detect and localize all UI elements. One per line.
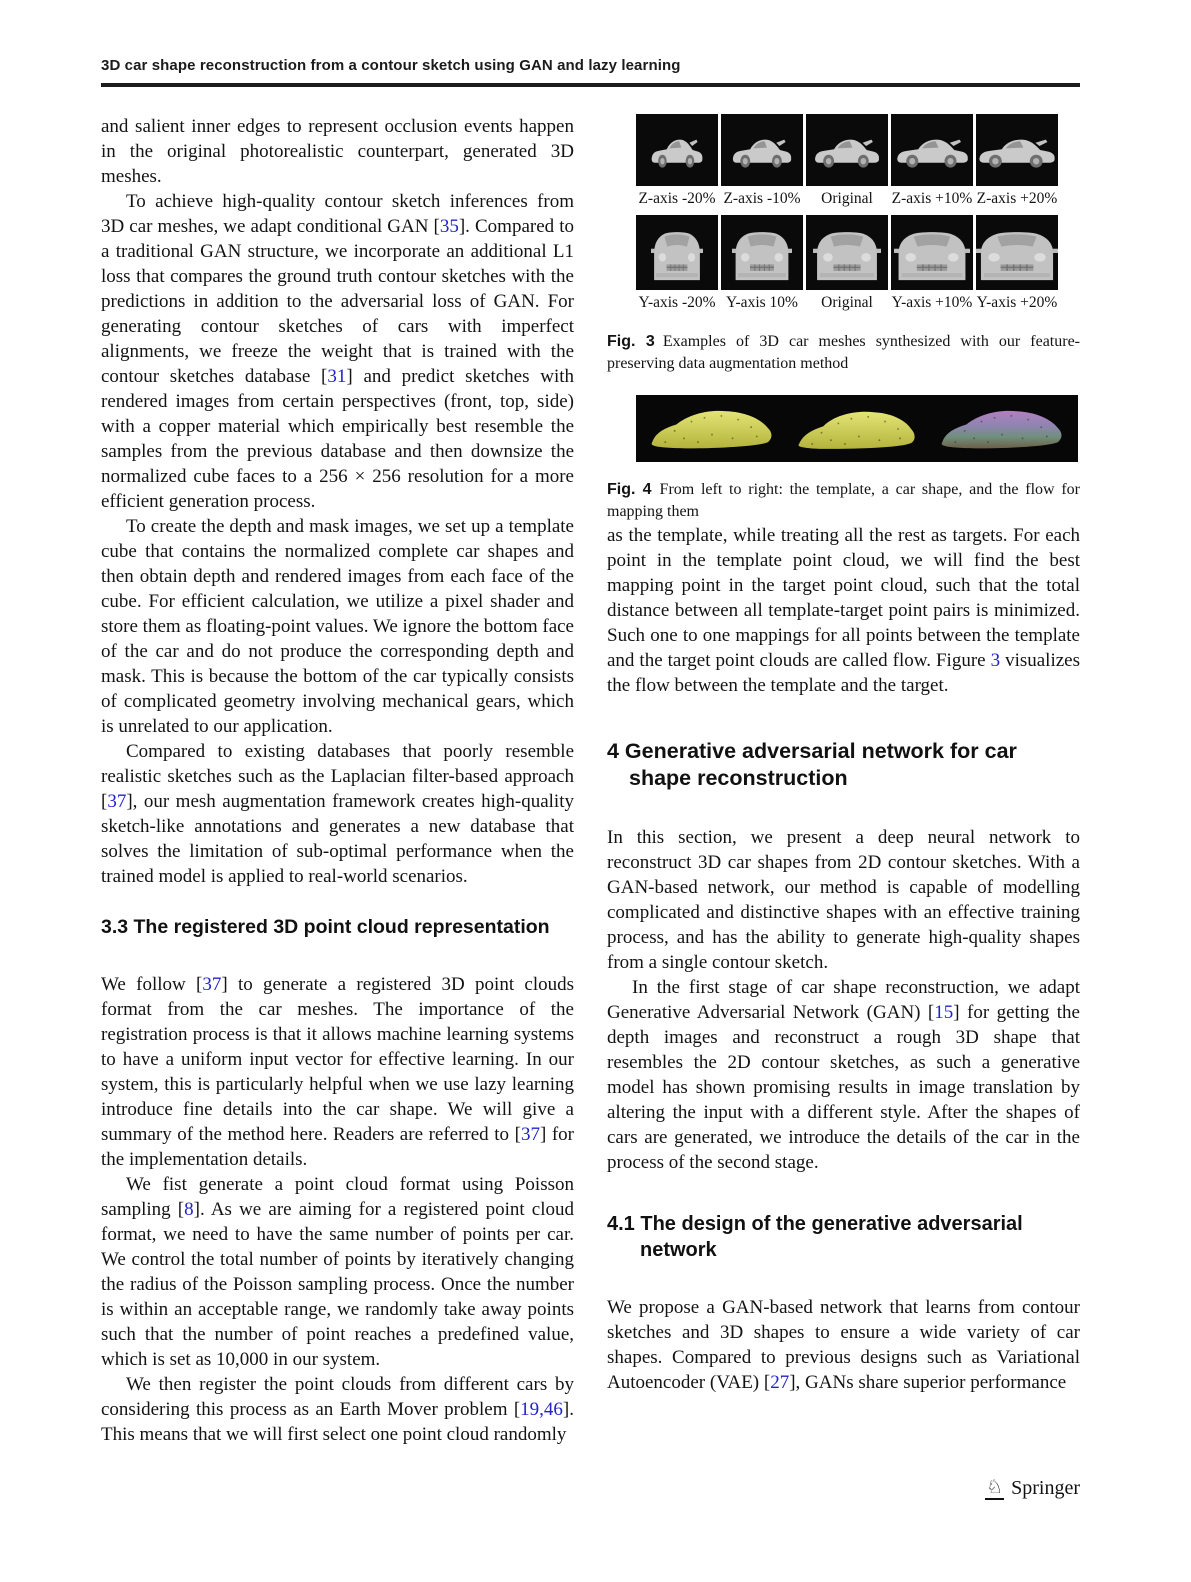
text-segment: We fist generate a point cloud format using Poisson sampling [	[101, 1174, 574, 1220]
car-side-view-image	[895, 130, 970, 170]
image-label: Y-axis 10%	[726, 294, 798, 311]
figure-3-caption-tag: Fig. 3	[607, 333, 655, 350]
image-label: Z-axis +20%	[976, 190, 1058, 207]
car-mesh-image	[721, 215, 803, 290]
text-segment: To create the depth and mask images, we set up a template cube that contains the normalized complete car shapes and then obtain depth and rendered images from each face of the cube. For efficient calculation, we utilize a pixel shader and store them as floating-point values. We ignore the bottom face of the car and do not produce the corresponding depth and mask. This is because the bottom of the car typically consists of complicated geometry involving mechanical gears, which is unrelated to our application.	[101, 516, 574, 737]
paragraph	[101, 1172, 574, 1372]
car-side-view-image	[977, 130, 1057, 170]
section-heading-4-1: 4.1 The design of the generative adversarial network	[607, 1213, 1023, 1261]
car-front-view-image	[732, 223, 792, 283]
text-segment: ]. Compared to a traditional GAN structure, we incorporate an additional L1 loss that compares the ground truth contour sketches with the predictions in addition to the adversarial loss of GAN. For generating contour sketches of cars with imperfect alignments, we freeze the weight that is trained with the contour sketches database [	[101, 216, 574, 387]
figure-3-caption	[607, 331, 1080, 375]
figure-ref[interactable]: 3	[990, 650, 1001, 671]
image-label: Original	[821, 294, 873, 311]
car-mesh-image	[976, 114, 1058, 186]
left-column	[101, 114, 574, 1447]
image-label: Original	[821, 190, 873, 207]
right-column	[607, 114, 1080, 1447]
image-label: Y-axis +10%	[891, 294, 973, 311]
text-segment: Compared to existing databases that poorly resemble realistic sketches such as the Laplacian filter-based approach [	[101, 741, 574, 812]
car-front-view-image	[813, 223, 881, 283]
paragraph	[607, 1295, 1080, 1395]
citation-ref[interactable]: 19,46	[520, 1399, 563, 1420]
figure-3-row-z-axis	[636, 114, 1058, 186]
springer-knight-icon: ♘	[986, 1476, 1004, 1498]
text-segment: ]. This means that we will first select one point cloud randomly	[101, 1399, 574, 1445]
image-label: Z-axis +10%	[891, 190, 973, 207]
header-rule	[101, 83, 1080, 87]
text-segment: To achieve high-quality contour sketch inferences from 3D car meshes, we adapt conditional GAN [	[101, 191, 574, 237]
section-heading-3-3: 3.3 The registered 3D point cloud representation	[101, 916, 550, 938]
paragraph	[101, 514, 574, 739]
car-front-view-image	[894, 223, 970, 283]
car-mesh-image	[721, 114, 803, 186]
figure-4	[636, 395, 1078, 462]
car-mesh-image	[891, 215, 973, 290]
car-mesh-image	[976, 215, 1058, 290]
car-front-view-image	[651, 223, 703, 283]
figure-4-caption-tag: Fig. 4	[607, 481, 652, 498]
paragraph	[101, 1372, 574, 1447]
two-column-body	[101, 114, 1080, 1447]
car-shape-point-cloud-image	[789, 401, 925, 457]
paragraph	[607, 825, 1080, 975]
text-segment: In the first stage of car shape reconstruction, we adapt Generative Adversarial Network (GAN) [	[607, 977, 1080, 1023]
publisher-footer	[985, 1477, 1080, 1500]
car-mesh-image	[636, 215, 718, 290]
car-side-view-image	[813, 130, 881, 170]
running-title: 3D car shape reconstruction from a contour sketch using GAN and lazy learning	[101, 57, 681, 74]
citation-ref[interactable]: 15	[934, 1002, 954, 1023]
text-segment: ], GANs share superior performance	[789, 1372, 1067, 1393]
figure-3-row-y-axis	[636, 215, 1058, 290]
template-point-cloud-image	[644, 401, 780, 457]
car-front-view-image	[976, 223, 1058, 283]
car-side-view-image	[650, 130, 704, 170]
citation-ref[interactable]: 27	[770, 1372, 790, 1393]
text-segment: ] for the implementation details.	[101, 1124, 574, 1170]
citation-ref[interactable]: 37	[202, 974, 222, 995]
text-segment: We then register the point clouds from different cars by considering this process as an Earth Mover problem [	[101, 1374, 574, 1420]
citation-ref[interactable]: 37	[520, 1124, 540, 1145]
car-mesh-image	[806, 114, 888, 186]
publisher-name: Springer	[1011, 1477, 1080, 1499]
figure-3-row2-labels	[636, 292, 1058, 314]
citation-ref[interactable]: 8	[184, 1199, 194, 1220]
text-segment: ] for getting the depth images and reconstruct a rough 3D shape that resembles the 2D contour sketches, as such a generative model has shown promising results in image translation by altering the input with a different style. After the shapes of cars are generated, we introduce the details of the car in the process of the second stage.	[607, 1002, 1080, 1173]
paragraph	[101, 972, 574, 1172]
car-mesh-image	[891, 114, 973, 186]
citation-ref[interactable]: 37	[107, 791, 127, 812]
car-mesh-image	[636, 114, 718, 186]
text-segment: We follow [	[101, 974, 203, 995]
text-segment: and salient inner edges to represent occlusion events happen in the original photorealistic counterpart, generated 3D meshes.	[101, 116, 574, 187]
text-segment: ]. As we are aiming for a registered point cloud format, we need to have the same number of points per car. We control the total number of points by iteratively changing the radius of the Poisson sampling process. Once the number is within an acceptable range, we randomly take away points such that the number of point reaches a predefined value, which is set as 10,000 in our system.	[101, 1199, 574, 1370]
citation-ref[interactable]: 31	[327, 366, 347, 387]
text-segment: Examples of 3D car meshes synthesized with our feature-preserving data augmentation method	[607, 333, 1081, 372]
figure-3-row1-labels	[636, 188, 1058, 210]
text-segment: visualizes the flow between the template and the target.	[607, 650, 1080, 696]
paragraph	[101, 114, 574, 189]
flow-point-cloud-image	[934, 401, 1070, 457]
image-label: Z-axis -20%	[638, 190, 716, 207]
image-label: Z-axis -10%	[723, 190, 801, 207]
image-label: Y-axis +20%	[976, 294, 1058, 311]
text-segment: In this section, we present a deep neural network to reconstruct 3D car shapes from 2D contour sketches. With a GAN-based network, our method is capable of modelling complicated and distinctive shapes with an effective training process, and has the ability to generate high-quality shapes from a single contour sketch.	[607, 827, 1080, 973]
car-mesh-image	[806, 215, 888, 290]
text-segment: ], our mesh augmentation framework creates high-quality sketch-like annotations and generates a new database that solves the limitation of sub-optimal performance when the trained model is applied to real-world scenarios.	[101, 791, 574, 887]
paragraph	[607, 523, 1080, 698]
image-label: Y-axis -20%	[638, 294, 716, 311]
paragraph	[607, 975, 1080, 1175]
citation-ref[interactable]: 35	[439, 216, 459, 237]
paragraph	[101, 739, 574, 889]
section-heading-4: 4 Generative adversarial network for car shape reconstruction	[607, 739, 1017, 790]
figure-4-caption	[607, 479, 1080, 523]
text-segment: as the template, while treating all the rest as targets. For each point in the template point cloud, we will find the best mapping point in the target point cloud, such that the total distance between all template-target point pairs is minimized. Such one to one mappings for all points between the template and the target point clouds are called flow. Figure	[607, 525, 1080, 671]
paragraph	[101, 189, 574, 514]
figure-3	[636, 114, 1058, 314]
text-segment: We propose a GAN-based network that learns from contour sketches and 3D shapes to ensure a wide variety of car shapes. Compared to previous designs such as Variational Autoencoder (VAE) [	[607, 1297, 1080, 1393]
text-segment: ] to generate a registered 3D point clouds format from the car meshes. The importance of the registration process is that it allows machine learning systems to have a uniform input vector for effective learning. In our system, this is particularly helpful when we use lazy learning introduce fine details into the car shape. We will give a summary of the method here. Readers are referred to [	[101, 974, 575, 1145]
text-segment: ] and predict sketches with rendered images from certain perspectives (front, top, side) with a copper material which empirically best resemble the samples from the previous database and then downsize the normalized cube faces to a 256 × 256 resolution for a more efficient generation process.	[101, 366, 575, 512]
car-side-view-image	[731, 130, 793, 170]
text-segment: From left to right: the template, a car shape, and the flow for mapping them	[607, 481, 1081, 520]
